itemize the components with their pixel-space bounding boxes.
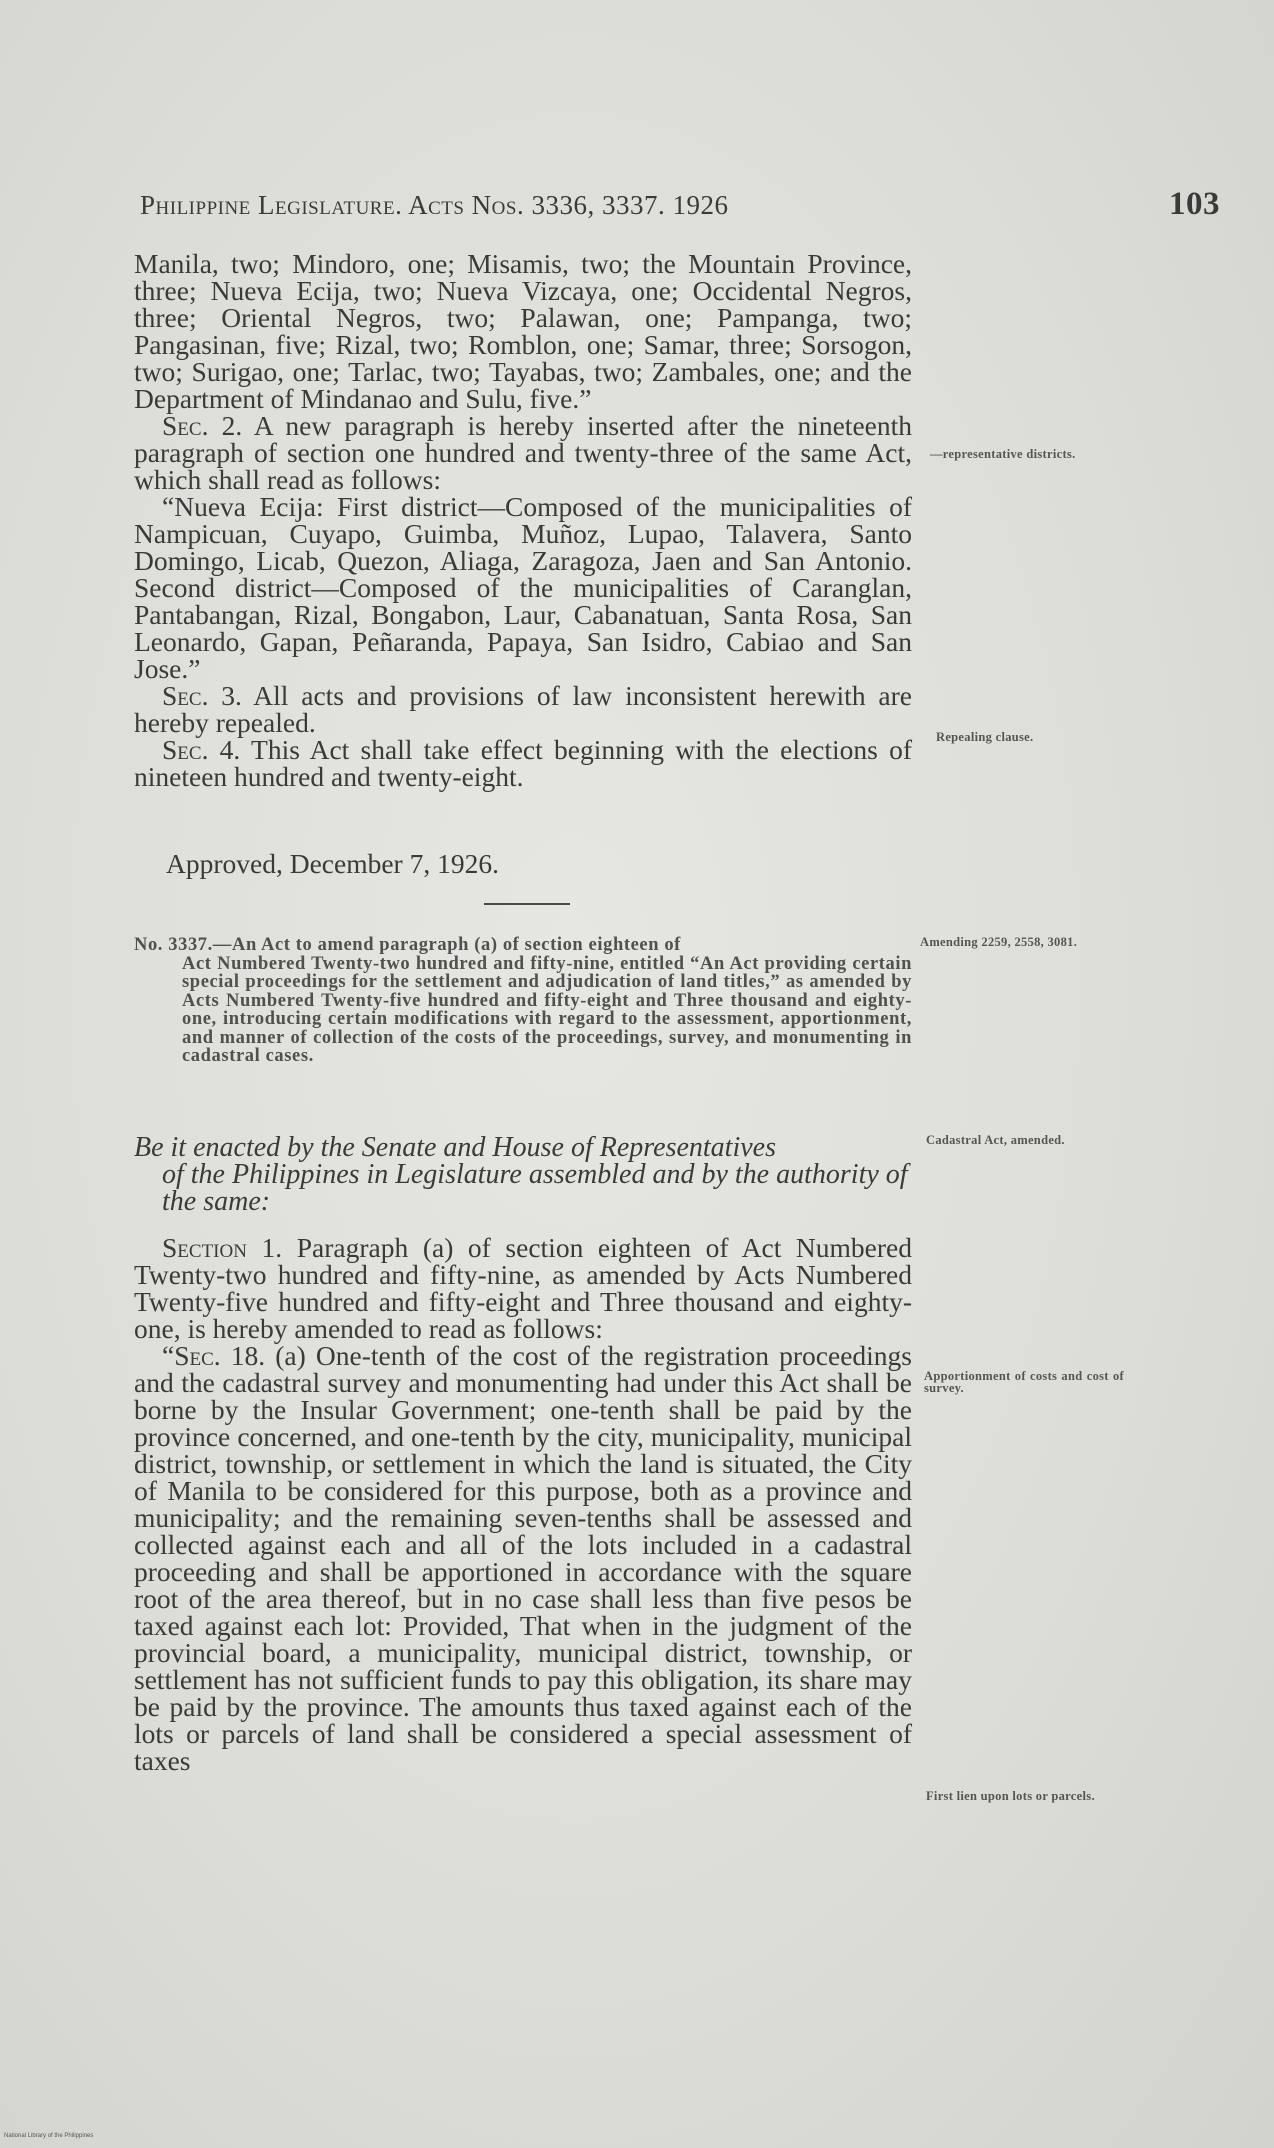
section-3-label: Sec. 3.: [162, 680, 242, 711]
page-header: [140, 186, 1220, 226]
section-4: [134, 736, 912, 790]
margin-note-repealing: Repealing clause.: [936, 730, 1034, 744]
section-18: [134, 1342, 912, 1774]
body-text-top: [134, 250, 912, 790]
margin-note-first-lien: First lien upon lots or parcels.: [926, 1789, 1095, 1803]
enacting-clause-rest: of the Philippines in Legislature assembled and by the authority of the same:: [162, 1159, 908, 1217]
enacting-clause-first: Be it enacted by the Senate and House of Representatives: [134, 1132, 776, 1163]
section-2-text: A new paragraph is hereby inserted after the nineteenth paragraph of section one hundred and twenty-three of the same Act, which shall read as follows:: [134, 410, 913, 495]
scan-footer: National Library of the Philippines: [4, 2133, 94, 2139]
section-1: [134, 1234, 912, 1342]
section-18-label: “Sec. 18.: [162, 1340, 266, 1371]
section-3-text: All acts and provisions of law inconsistent herewith are hereby repealed.: [134, 680, 912, 738]
section-4-text: This Act shall take effect beginning with the elections of nineteen hundred and twenty-eight.: [134, 734, 912, 792]
margin-note-apportionment: Apportionment of costs and cost of survey.: [924, 1369, 1124, 1395]
section-2: [134, 412, 912, 493]
act-summary-rest: Act Numbered Twenty-two hundred and fifty-nine, entitled “An Act providing certain special proceedings for the settlement and adjudication of land titles,” as amended by Acts Numbered Twenty-five hundred and fifty-eight and Three thousand and eighty-one, introducing certain modifications with regard to the assessment, apportionment, and manner of collection of the costs of the proceedings, survey, and monumenting in cadastral cases.: [182, 953, 912, 1066]
page-number: 103: [1169, 186, 1220, 222]
approval-date: Approved, December 7, 1926.: [166, 848, 499, 879]
running-title: Philippine Legislature. Acts Nos. 3336, 3337. 1926: [140, 190, 729, 220]
section-4-label: Sec. 4.: [162, 734, 241, 765]
margin-note-representative: —representative districts.: [930, 447, 1076, 461]
section-divider: [484, 903, 570, 905]
paragraph-nueva-ecija: “Nueva Ecija: First district—Composed of the municipalities of Nampicuan, Cuyapo, Guimba, Muñoz, Lupao, Talavera, Santo Domingo, Licab, Quezon, Aliaga, Zaragoza, Jaen and San Antonio. Second district—Composed of the municipalities of Caranglan, Pantabangan, Rizal, Bongabon, Laur, Cabanatuan, Santa Rosa, San Leonardo, Gapan, Peñaranda, Papaya, San Isidro, Cabiao and San Jose.”: [134, 491, 912, 684]
section-1-label: Section 1.: [162, 1232, 283, 1263]
section-1-text: Paragraph (a) of section eighteen of Act Numbered Twenty-two hundred and fifty-nine, as amended by Acts Numbered Twenty-five hundred and fifty-eight and Three thousand and eighty-one, is hereby amended to read as follows:: [134, 1232, 912, 1344]
section-2-label: Sec. 2.: [162, 410, 243, 441]
paragraph-provinces: Manila, two; Mindoro, one; Misamis, two; the Mountain Province, three; Nueva Ecija, two; Nueva Vizcaya, one; Occidental Negros, three; Oriental Negros, two; Palawan, one; Pampanga, two; Pangasinan, five; Rizal, two; Romblon, one; Samar, three; Sorsogon, two; Surigao, one; Tarlac, two; Tayabas, two; Zambales, one; and the Department of Mindanao and Sulu, five.”: [134, 248, 912, 414]
section-3: [134, 682, 912, 736]
act-summary-lead: No. 3337.—An Act to amend paragraph (a) of section eighteen of: [134, 935, 681, 955]
act-summary: [134, 936, 912, 1066]
section-18-text: (a) One-tenth of the cost of the registration proceedings and the cadastral survey and monumenting had under this Act shall be borne by the Insular Government; one-tenth shall be paid by the province concerned, and one-tenth by the city, municipality, municipal district, township, or settlement in which the land is situated, the City of Manila to be considered for this purpose, both as a province and municipality; and the remaining seven-tenths shall be assessed and collected against each and all of the lots included in a cadastral proceeding and shall be apportioned in accordance with the square root of the area thereof, but in no case shall less than five pesos be taxed against each lot: Provided, That when in the judgment of the provincial board, a municipality, municipal district, township, or settlement has not sufficient funds to pay this obligation, its share may be paid by the province. The amounts thus taxed against each of the lots or parcels of land shall be considered a special assessment of taxes: [134, 1340, 912, 1776]
margin-note-cadastral: Cadastral Act, amended.: [926, 1133, 1065, 1147]
enacting-clause: [134, 1134, 912, 1215]
margin-note-amending: Amending 2259, 2558, 3081.: [920, 935, 1078, 949]
body-text-bottom: [134, 1234, 912, 1774]
